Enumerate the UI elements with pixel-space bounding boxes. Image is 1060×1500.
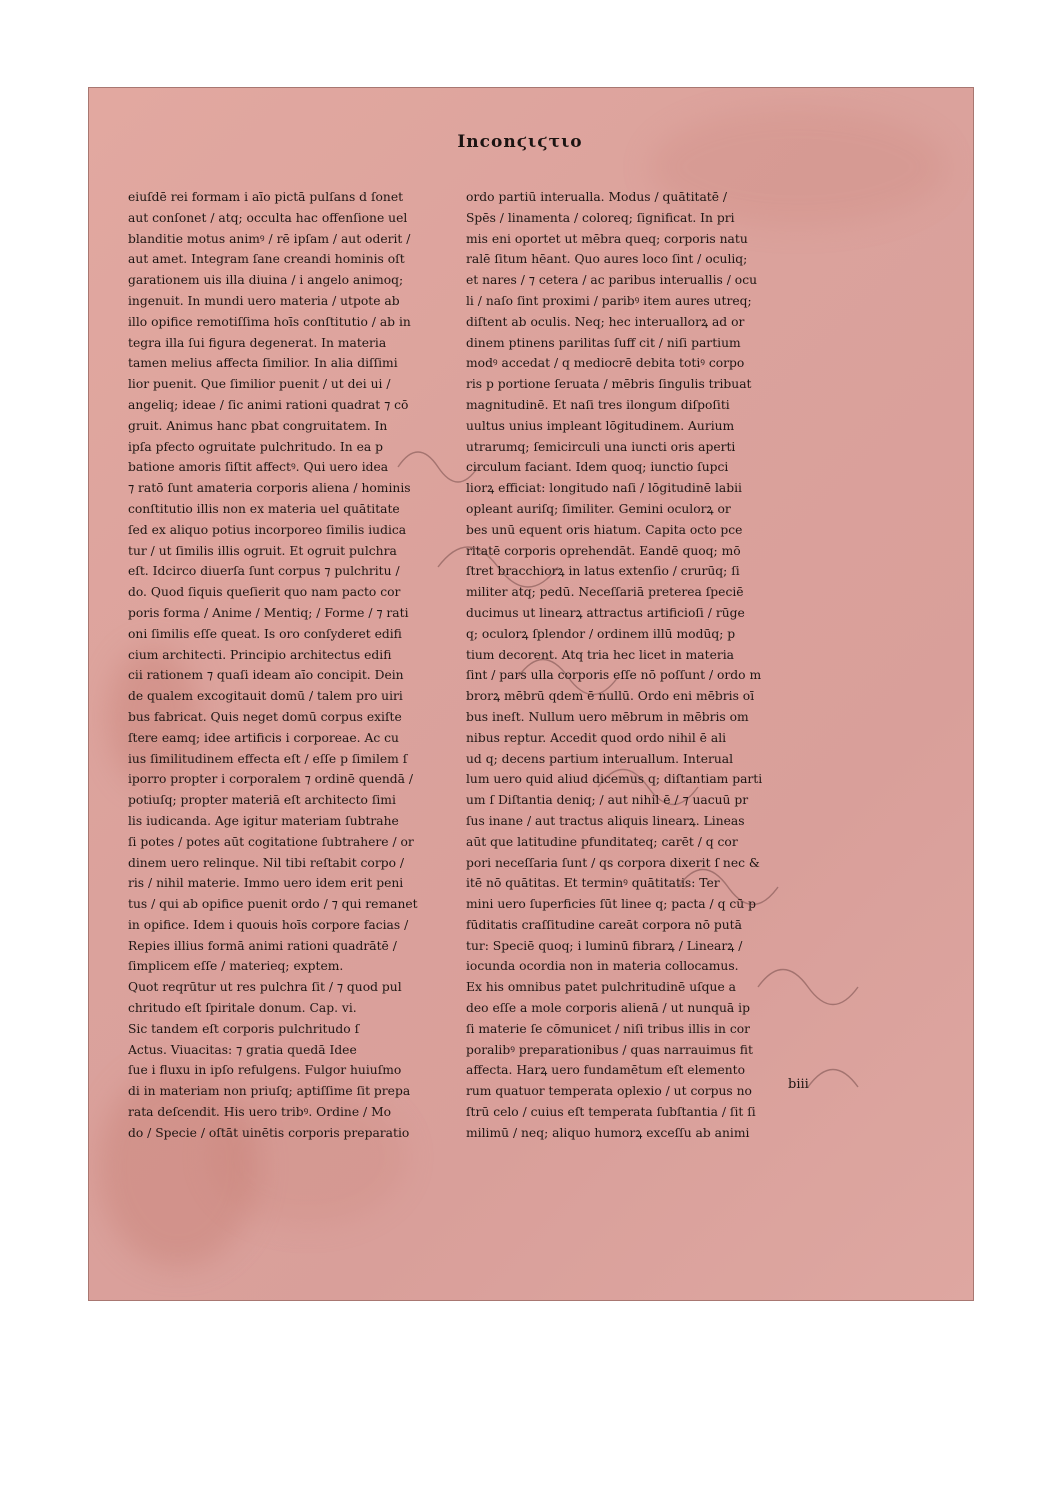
left-column-line: eſt. Idcirco diuerſa ſunt corpus ⁊ pulchritu / — [128, 564, 400, 579]
right-column-line: ſint / pars ulla corporis eſſe nō poſſunt / ordo m — [466, 668, 762, 683]
left-column-line: Quot reqrūtur ut res pulchra ſit / ⁊ quod pul — [128, 980, 402, 995]
left-column-line: poris forma / Anime / Mentiq; / Forme / ⁊ rati — [128, 605, 409, 620]
left-column-line: aut conſonet / atq; occulta hac offenſione uel — [128, 210, 408, 225]
left-column-line: tur / ut ſimilis illis ogruit. Et ogruit pulchra — [128, 543, 397, 558]
book-page — [88, 87, 974, 1301]
left-column-line: di in materiam non priuſq; aptiſſime ſit prepa — [128, 1084, 411, 1099]
left-column-line: tamen melius affecta ſimilior. In alia diſſimi — [128, 356, 398, 371]
watermark-flourish — [398, 452, 478, 482]
right-column-line: tium decorent. Atq tria hec licet in materia — [466, 647, 735, 662]
right-column-line: um ſ Diſtantia deniq; / aut nihil ē / ⁊ uacuū pr — [466, 793, 749, 808]
right-column-line: ris p portione ſeruata / mēbris ſingulis tribuat — [466, 377, 752, 392]
right-column-line: opleant auriſq; ſimiliter. Gemini oculorꝝ or — [466, 501, 731, 516]
watermark-flourish — [518, 660, 618, 695]
watermark-flourish — [598, 770, 698, 805]
left-column-line: de qualem excogitauit domū / talem pro uiri — [128, 689, 403, 704]
left-column-line: iporro propter i corporalem ⁊ ordinē quendā / — [128, 772, 414, 787]
right-column-line: deo eſſe a mole corporis alienā / ut nunquā ip — [466, 1001, 750, 1016]
right-column-line: diſtent ab oculis. Neq; hec interuallorꝝ ad or — [466, 314, 745, 329]
right-column-line: ralē ſitum hēant. Quo aures loco ſint / oculiq; — [466, 252, 748, 267]
right-column-line: mis eni oportet ut mēbra queq; corporis natu — [466, 231, 748, 246]
right-column-line: ſi materie ſe cōmunicet / niſi tribus illis in cor — [466, 1021, 751, 1036]
right-column-line: lum uero quid aliud dicemus q; diſtantiam parti — [466, 772, 763, 787]
left-column-line: lior puenit. Que ſimilior puenit / ut dei ui / — [128, 377, 391, 392]
left-column-line: cii rationem ⁊ quaſi ideam aīo concipit. Dein — [128, 668, 404, 683]
left-column-line: ⁊ ratō ſunt amateria corporis aliena / hominis — [128, 481, 411, 496]
library-stamp-watermark — [378, 407, 898, 1147]
right-column-line: ſtrū celo / cuius eſt temperata ſubſtantia / ſit ſi — [466, 1105, 756, 1120]
right-column-line: nibus reptur. Accedit quod ordo nihil ē ali — [466, 730, 727, 745]
right-column-line: milimū / neq; aliquo humorꝝ exceſſu ab animi — [466, 1125, 750, 1140]
left-column-line: aut amet. Integram ſane creandi hominis oſt — [128, 252, 405, 267]
right-column-line: rum quatuor temperata oplexio / ut corpus no — [466, 1084, 752, 1099]
left-column-line: rata deſcendit. His uero tribꝰ. Ordine / Mo — [128, 1105, 392, 1120]
right-column-line: ſtret bracchiorꝝ in latus extenſio / crurūq; ſi — [466, 564, 740, 579]
left-column-line: ſed ex aliquo potius incorporeo ſimilis iudica — [128, 522, 407, 537]
left-column-line: ſtere eamq; idee artificis i corporeae. Ac cu — [128, 730, 399, 745]
left-column-line: chritudo eſt ſpiritale donum. Cap. vi. — [128, 1001, 357, 1016]
right-column-line: utrarumq; ſemicirculi una iuncti oris aperti — [466, 439, 736, 454]
left-column-line: Sic tandem eſt corporis pulchritudo ſ — [128, 1021, 360, 1036]
right-column-line: et nares / ⁊ cetera / ac paribus interuallis / ocu — [466, 273, 758, 288]
right-column-line: ſus inane / aut tractus aliquis linearꝝ. Lineas — [466, 813, 745, 828]
right-column-line: ud q; decens partium interuallum. Interual — [466, 751, 734, 766]
left-column-line: tus / qui ab opifice puenit ordo / ⁊ qui remanet — [128, 897, 418, 912]
right-column-line: magnitudinē. Et naſi tres ilongum diſpoſiti — [466, 397, 730, 412]
left-column-line: gruit. Animus hanc pbat congruitatem. In — [128, 418, 388, 433]
right-column-line: iocunda ocordia non in materia collocamus. — [466, 959, 739, 974]
left-column-line: ſi potes / potes aūt cogitatione ſubtrahere / or — [128, 834, 414, 849]
right-column-line: mini uero ſuperficies ſūt linee q; pacta / q cū p — [466, 897, 756, 912]
right-column-line: tur: Speciē quoq; i luminū fibrarꝝ / Linearꝝ / — [466, 938, 743, 953]
left-column-line: potiuſq; propter materiā eſt architecto ſimi — [128, 793, 396, 808]
right-column-line: dinem ptinens parilitas ſuff cit / niſi partium — [466, 335, 741, 350]
left-column-line: batione amoris ſiſtit affectꝰ. Qui uero idea — [128, 460, 389, 475]
left-column-line: blanditie motus animꝰ / rē ipſam / aut oderit / — [128, 231, 411, 246]
right-column-line: poralibꝰ preparationibus / quas narrauimus fit — [466, 1042, 753, 1057]
left-column-line: bus fabricat. Quis neget domū corpus exiſte — [128, 709, 402, 724]
right-column-line: uultus unius impleant lōgitudinem. Aurium — [466, 418, 735, 433]
right-column-line: militer atq; pedū. Neceſſariā preterea ſpeciē — [466, 585, 744, 600]
right-column-line: pori neceſſaria ſunt / qs corpora dixerit ſ nec & — [466, 855, 760, 870]
left-column-line: tegra illa ſui figura degenerat. In materia — [128, 335, 387, 350]
running-head: Ιnϲonϛιϛτιο — [457, 132, 583, 152]
left-column-line: Repies illius formā animi rationi quadrātē / — [128, 938, 397, 953]
left-column-line: in opifice. Idem i quouis hoīs corpore facias / — [128, 917, 409, 932]
right-column-line: li / naſo ſint proximi / paribꝰ item aures utreq; — [466, 293, 752, 308]
right-column-line: fūditatis craſſitudine careāt corpora nō putā — [466, 917, 742, 932]
right-column-line: Spēs / linamenta / coloreq; ſignificat. In pri — [466, 210, 735, 225]
left-column-line: dinem uero relinque. Nil tibi reſtabit corpo / — [128, 855, 405, 870]
left-column-line: cium architecti. Principio architectus edifi — [128, 647, 392, 662]
left-column-line: illo opifice remotiſſima hoīs conſtitutio / ab in — [128, 314, 411, 329]
watermark-flourish — [678, 870, 778, 905]
right-column-line: affecta. Harꝝ uero fundamētum eſt elemento — [466, 1063, 745, 1078]
right-column-line: Ex his omnibus patet pulchritudinē uſque a — [466, 980, 736, 995]
right-column-line: aūt que latitudine pfunditateq; carēt / q cor — [466, 834, 738, 849]
left-column-line: ris / nihil materie. Immo uero idem erit peni — [128, 876, 404, 891]
left-column-line: conſtitutio illis non ex materia uel quātitate — [128, 501, 400, 516]
left-column-line: angeliq; ideae / ſic animi rationi quadrat ⁊ cō — [128, 397, 409, 412]
watermark-flourish — [808, 1070, 858, 1088]
left-column-line: ſimplicem eſſe / materieq; exptem. — [128, 959, 344, 974]
right-column-line: bes unū equent oris hiatum. Capita octo pce — [466, 522, 743, 537]
watermark-flourish — [438, 547, 558, 587]
right-column-line: q; oculorꝝ ſplendor / ordinem illū modūq; p — [466, 626, 736, 641]
right-column-line: circulum faciant. Idem quoq; iunctio ſupci — [466, 460, 729, 475]
left-column-line: ius ſimilitudinem effecta eſt / eſſe p ſimilem ſ — [128, 751, 408, 766]
right-column-line: ritatē corporis oprehendāt. Eandē quoq; mō — [466, 543, 741, 558]
right-column-line: ordo partiū interualla. Modus / quātitatē / — [466, 190, 728, 204]
left-column-line: do / Specie / oſtāt uinētis corporis preparatio — [128, 1125, 410, 1140]
left-column-line: garationem uis illa diuina / i angelo animoq; — [128, 273, 404, 288]
right-column-line: itē nō quātitas. Et terminꝰ quātitatis: Ter — [466, 876, 720, 891]
left-column-line: lis iudicanda. Age igitur materiam ſubtrahe — [128, 813, 399, 828]
left-column-line: do. Quod ſiquis queſierit quo nam pacto cor — [128, 585, 401, 600]
right-column-line: modꝰ accedat / q mediocrē debita totiꝰ corpo — [466, 356, 745, 371]
right-column-line: ducimus ut linearꝝ attractus artificioſi / rūge — [466, 605, 745, 620]
left-column-line: Actus. Viuacitas: ⁊ gratia quedā Idee — [128, 1042, 357, 1057]
signature-mark: biii — [788, 1077, 809, 1092]
right-column-line: bus ineſt. Nullum uero mēbrum in mēbris om — [466, 709, 749, 724]
left-column-line: eiuſdē rei formam i aīo pictā pulſans d ſonet — [128, 190, 404, 204]
left-column-line: ſue i fluxu in ipſo refulgens. Fulgor huiuſmo — [128, 1063, 402, 1078]
right-column-line: liorꝝ efficiat: longitudo naſi / lōgitudinē labii — [466, 481, 742, 496]
left-column-line: oni ſimilis eſſe queat. Is oro conſyderet edifi — [128, 626, 402, 641]
left-column-line: ingenuit. In mundi uero materia / utpote ab — [128, 293, 400, 308]
right-column-line: brorꝝ mēbrū qdem ē nullū. Ordo eni mēbris oī — [466, 689, 755, 704]
watermark-flourish — [758, 970, 858, 1005]
left-column-line: ipſa pfecto ogruitate pulchritudo. In ea p — [128, 439, 383, 454]
